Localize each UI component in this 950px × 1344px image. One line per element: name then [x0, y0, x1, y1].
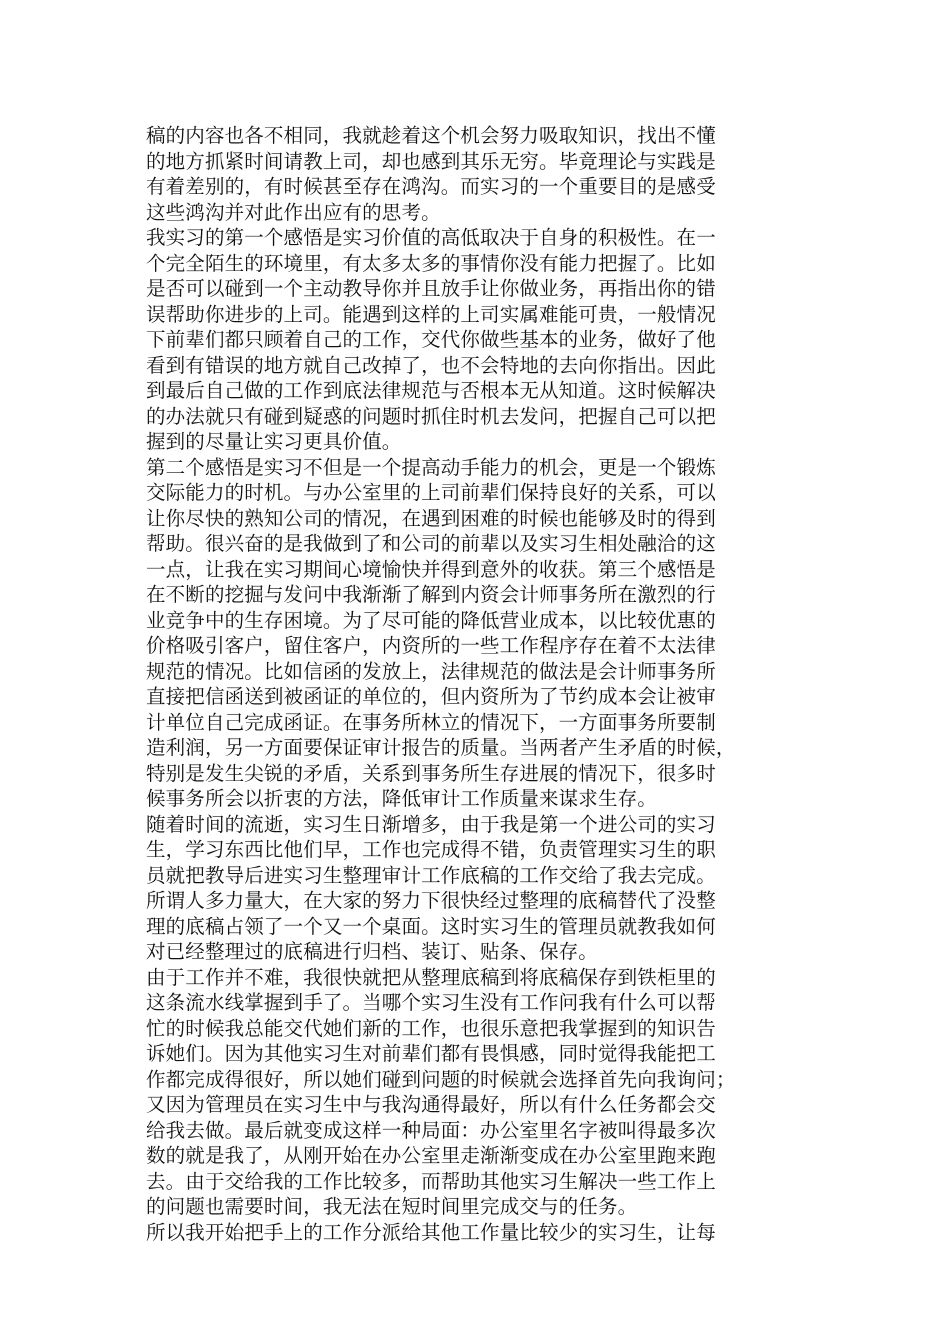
text-line: 忙的时候我总能交代她们新的工作，也很乐意把我掌握到的知识告: [146, 1016, 716, 1040]
text-line: 有着差别的，有时候甚至存在鸿沟。而实习的一个重要目的是感受: [146, 175, 716, 198]
text-line: 去。由于交给我的工作比较多，而帮助其他实习生解决一些工作上: [146, 1169, 716, 1193]
text-line: 看到有错误的地方就自己改掉了，也不会特地的去向你指出。因此: [146, 353, 716, 377]
text-line: 又因为管理员在实习生中与我沟通得最好，所以有什么任务都会交: [146, 1093, 716, 1116]
text-line: 一点，让我在实习期间心境愉快并得到意外的收获。第三个感悟是: [146, 557, 716, 581]
text-line: 数的就是我了，从刚开始在办公室里走渐渐变成在办公室里跑来跑: [146, 1144, 716, 1167]
text-line: 作都完成得很好，所以她们碰到问题的时候就会选择首先向我询问；: [146, 1067, 736, 1091]
text-line: 这条流水线掌握到手了。当哪个实习生没有工作问我有什么可以帮: [146, 991, 716, 1014]
text-line: 由于工作并不难，我很快就把从整理底稿到将底稿保存到铁柜里的: [146, 965, 716, 989]
text-line: 的地方抓紧时间请教上司，却也感到其乐无穷。毕竟理论与实践是: [146, 149, 716, 173]
text-line: 我实习的第一个感悟是实习价值的高低取决于自身的积极性。在一: [146, 226, 716, 249]
text-line: 的问题也需要时间，我无法在短时间里完成交与的任务。: [146, 1195, 638, 1218]
text-line: 理的底稿占领了一个又一个桌面。这时实习生的管理员就教我如何: [146, 914, 716, 938]
text-line: 帮助。很兴奋的是我做到了和公司的前辈以及实习生相处融洽的这: [146, 532, 716, 555]
text-line: 在不断的挖掘与发问中我渐渐了解到内资会计师事务所在激烈的行: [146, 583, 716, 606]
text-line: 候事务所会以折衷的方法，降低审计工作质量来谋求生存。: [146, 787, 657, 810]
text-line: 交际能力的时机。与办公室里的上司前辈们保持良好的关系，可以: [146, 481, 716, 504]
text-line: 握到的尽量让实习更具价值。: [146, 430, 402, 453]
text-line: 随着时间的流逝，实习生日渐增多，由于我是第一个进公司的实习: [146, 812, 716, 836]
text-line: 让你尽快的熟知公司的情况，在遇到困难的时候也能够及时的得到: [146, 506, 716, 530]
text-line: 诉她们。因为其他实习生对前辈们都有畏惧感，同时觉得我能把工: [146, 1042, 716, 1065]
text-line: 特别是发生尖锐的矛盾，关系到事务所生存进展的情况下，很多时: [146, 761, 716, 785]
text-line: 所谓人多力量大，在大家的努力下很快经过整理的底稿替代了没整: [146, 889, 716, 912]
document-body-text: [146, 123, 806, 1245]
text-line: 业竞争中的生存困境。为了尽可能的降低营业成本，以比较优惠的: [146, 608, 716, 632]
text-line: 下前辈们都只顾着自己的工作，交代你做些基本的业务，做好了他: [146, 328, 716, 351]
text-line: 规范的情况。比如信函的发放上，法律规范的做法是会计师事务所: [146, 659, 716, 683]
text-line: 给我去做。最后就变成这样一种局面：办公室里名字被叫得最多次: [146, 1118, 716, 1142]
text-line: 生，学习东西比他们早，工作也完成得不错，负责管理实习生的职: [146, 838, 716, 861]
text-line: 造利润，另一方面要保证审计报告的质量。当两者产生矛盾的时候，: [146, 736, 736, 759]
text-line: 价格吸引客户，留住客户，内资所的一些工作程序存在着不太法律: [146, 634, 716, 657]
text-line: 稿的内容也各不相同，我就趁着这个机会努力吸取知识，找出不懂: [146, 124, 716, 147]
text-line: 是否可以碰到一个主动教导你并且放手让你做业务，再指出你的错: [146, 277, 716, 300]
text-line: 对已经整理过的底稿进行归档、装订、贴条、保存。: [146, 940, 598, 963]
text-line: 所以我开始把手上的工作分派给其他工作量比较少的实习生，让每: [146, 1220, 716, 1244]
text-line: 员就把教导后进实习生整理审计工作底稿的工作交给了我去完成。: [146, 863, 716, 887]
text-line: 直接把信函送到被函证的单位的，但内资所为了节约成本会让被审: [146, 685, 716, 708]
text-line: 误帮助你进步的上司。能遇到这样的上司实属难能可贵，一般情况: [146, 302, 716, 326]
text-line: 个完全陌生的环境里，有太多太多的事情你没有能力把握了。比如: [146, 251, 716, 275]
text-line: 第二个感悟是实习不但是一个提高动手能力的机会，更是一个锻炼: [146, 455, 716, 479]
text-line: 这些鸿沟并对此作出应有的思考。: [146, 200, 441, 224]
text-line: 计单位自己完成函证。在事务所林立的情况下，一方面事务所要制: [146, 710, 716, 734]
text-line: 到最后自己做的工作到底法律规范与否根本无从知道。这时候解决: [146, 379, 716, 402]
text-line: 的办法就只有碰到疑惑的问题时抓住时机去发问，把握自己可以把: [146, 404, 716, 428]
